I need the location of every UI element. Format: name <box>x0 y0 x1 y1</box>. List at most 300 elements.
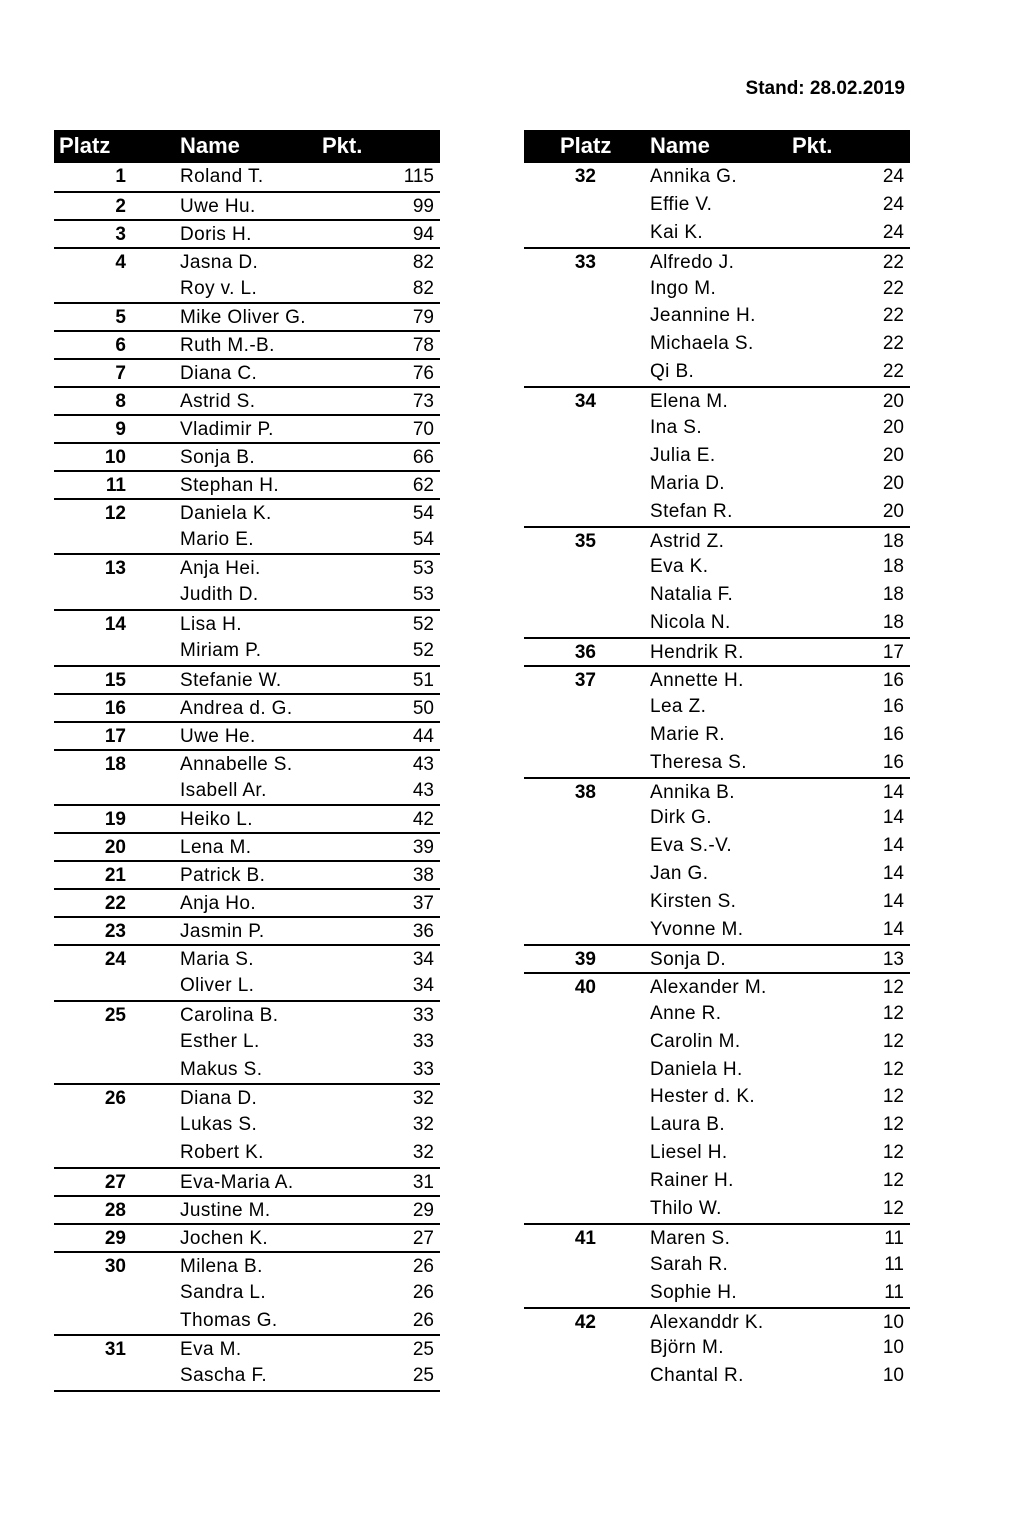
points-cell: 24 <box>882 221 904 243</box>
table-row <box>524 749 910 777</box>
table-row <box>524 1139 910 1167</box>
points-cell: 14 <box>882 919 904 941</box>
table-row <box>54 1056 440 1084</box>
points-cell: 16 <box>882 751 904 773</box>
table-row <box>524 498 910 526</box>
name-cell: Sandra L. <box>180 1281 266 1303</box>
name-cell: Kai K. <box>650 221 704 243</box>
platz-cell: 8 <box>115 391 126 413</box>
name-cell: Maren S. <box>650 1227 731 1249</box>
points-cell: 82 <box>412 277 434 299</box>
platz-cell: 10 <box>104 446 126 468</box>
points-cell: 51 <box>412 670 434 692</box>
table-bottom-rule <box>54 1390 440 1392</box>
name-cell: Stefanie W. <box>180 670 282 692</box>
points-cell: 94 <box>412 223 434 245</box>
table-row <box>524 553 910 581</box>
table-row <box>524 526 910 554</box>
table-row <box>54 1000 440 1028</box>
points-cell: 20 <box>882 500 904 522</box>
table-header <box>524 130 910 163</box>
name-cell: Heiko L. <box>180 809 253 831</box>
points-cell: 78 <box>412 335 434 357</box>
table-row <box>524 191 910 219</box>
name-cell: Robert K. <box>180 1142 264 1164</box>
points-cell: 43 <box>412 753 434 775</box>
table-row <box>54 665 440 693</box>
platz-cell: 5 <box>115 307 126 329</box>
table-row <box>54 553 440 581</box>
points-cell: 11 <box>884 1281 904 1303</box>
name-cell: Patrick B. <box>180 865 266 887</box>
table-row <box>524 330 910 358</box>
platz-cell: 19 <box>104 809 126 831</box>
points-cell: 12 <box>882 1058 904 1080</box>
table-row <box>54 1362 440 1390</box>
points-cell: 25 <box>412 1365 434 1387</box>
name-cell: Ina S. <box>650 417 703 439</box>
points-cell: 22 <box>882 277 904 299</box>
name-cell: Daniela H. <box>650 1058 743 1080</box>
points-cell: 53 <box>412 558 434 580</box>
name-cell: Maria D. <box>650 472 725 494</box>
table-row <box>524 832 910 860</box>
points-cell: 25 <box>412 1339 434 1361</box>
table-row <box>54 581 440 609</box>
table-row <box>54 860 440 888</box>
name-cell: Roland T. <box>180 166 264 187</box>
ranking-table-right <box>524 130 910 1390</box>
table-body <box>524 163 910 1390</box>
table-row <box>54 470 440 498</box>
name-cell: Julia E. <box>650 444 716 466</box>
table-row <box>54 888 440 916</box>
points-cell: 20 <box>882 472 904 494</box>
points-cell: 29 <box>412 1199 434 1221</box>
table-row <box>54 1139 440 1167</box>
points-cell: 16 <box>882 695 904 717</box>
points-cell: 32 <box>412 1142 434 1164</box>
name-cell: Kirsten S. <box>650 891 737 913</box>
platz-cell: 32 <box>574 166 596 187</box>
points-cell: 12 <box>882 1142 904 1164</box>
name-cell: Ingo M. <box>650 277 717 299</box>
table-row <box>54 1334 440 1362</box>
table-row <box>54 414 440 442</box>
name-cell: Jasna D. <box>180 251 259 273</box>
name-cell: Jochen K. <box>180 1227 269 1249</box>
platz-cell: 29 <box>104 1227 126 1249</box>
name-cell: Judith D. <box>180 584 259 606</box>
name-cell: Lea Z. <box>650 695 707 717</box>
table-row <box>524 1083 910 1111</box>
platz-cell: 35 <box>574 530 596 552</box>
name-cell: Anja Hei. <box>180 558 261 580</box>
name-cell: Mario E. <box>180 528 254 550</box>
points-cell: 22 <box>882 361 904 383</box>
points-cell: 22 <box>882 333 904 355</box>
platz-cell: 30 <box>104 1255 126 1277</box>
table-row <box>524 163 910 191</box>
name-cell: Sonja B. <box>180 446 256 468</box>
name-cell: Annika G. <box>650 166 738 187</box>
table-row <box>54 693 440 721</box>
table-row <box>54 749 440 777</box>
table-row <box>524 275 910 303</box>
name-cell: Esther L. <box>180 1030 260 1052</box>
points-cell: 82 <box>412 251 434 273</box>
points-cell: 14 <box>882 891 904 913</box>
table-row <box>524 944 910 972</box>
name-cell: Roy v. L. <box>180 277 258 299</box>
table-row <box>54 302 440 330</box>
table-row <box>54 1028 440 1056</box>
table-row <box>54 1251 440 1279</box>
platz-cell: 33 <box>574 251 596 273</box>
name-cell: Liesel H. <box>650 1142 728 1164</box>
points-cell: 14 <box>882 835 904 857</box>
table-row <box>524 721 910 749</box>
table-row <box>524 1307 910 1335</box>
points-cell: 16 <box>882 670 904 692</box>
table-row <box>54 944 440 972</box>
table-row <box>54 358 440 386</box>
platz-cell: 16 <box>104 697 126 719</box>
points-cell: 32 <box>412 1088 434 1110</box>
table-row <box>54 219 440 247</box>
points-cell: 20 <box>882 444 904 466</box>
platz-cell: 17 <box>104 725 126 747</box>
table-row <box>54 1279 440 1307</box>
ranking-table-left <box>54 130 440 1392</box>
points-cell: 26 <box>412 1255 434 1277</box>
name-cell: Lukas S. <box>180 1114 258 1136</box>
points-cell: 18 <box>882 530 904 552</box>
points-cell: 26 <box>412 1309 434 1331</box>
points-cell: 34 <box>412 974 434 996</box>
name-cell: Eva M. <box>180 1339 242 1361</box>
name-cell: Ruth M.-B. <box>180 335 275 357</box>
points-cell: 20 <box>882 391 904 413</box>
table-row <box>524 637 910 665</box>
name-cell: Eva S.-V. <box>650 835 733 857</box>
name-cell: Astrid Z. <box>650 530 725 552</box>
name-cell: Jasmin P. <box>180 921 265 943</box>
name-cell: Stefan R. <box>650 500 733 522</box>
name-cell: Natalia F. <box>650 584 734 606</box>
points-cell: 14 <box>882 863 904 885</box>
points-cell: 10 <box>882 1365 904 1387</box>
name-cell: Oliver L. <box>180 974 255 996</box>
points-cell: 12 <box>882 1170 904 1192</box>
name-cell: Anne R. <box>650 1002 722 1024</box>
table-row <box>524 1000 910 1028</box>
points-cell: 66 <box>412 446 434 468</box>
platz-cell: 11 <box>105 474 126 496</box>
points-cell: 44 <box>412 725 434 747</box>
name-cell: Alfredo J. <box>650 251 735 273</box>
table-row <box>524 860 910 888</box>
table-row <box>524 219 910 247</box>
table-row <box>54 1083 440 1111</box>
table-row <box>524 888 910 916</box>
name-cell: Maria S. <box>180 948 254 970</box>
platz-cell: 7 <box>115 363 126 385</box>
points-cell: 50 <box>412 697 434 719</box>
points-cell: 34 <box>412 948 434 970</box>
table-row <box>54 330 440 358</box>
name-cell: Rainer H. <box>650 1170 734 1192</box>
name-cell: Annika B. <box>650 781 735 803</box>
points-cell: 76 <box>412 363 434 385</box>
points-cell: 54 <box>412 528 434 550</box>
table-row <box>54 777 440 805</box>
table-row <box>524 1362 910 1390</box>
points-cell: 53 <box>412 584 434 606</box>
name-cell: Daniela K. <box>180 502 272 524</box>
name-cell: Doris H. <box>180 223 252 245</box>
name-cell: Stephan H. <box>180 474 280 496</box>
table-row <box>524 470 910 498</box>
table-row <box>524 247 910 275</box>
platz-cell: 23 <box>104 921 126 943</box>
platz-cell: 6 <box>115 335 126 357</box>
points-cell: 10 <box>882 1337 904 1359</box>
table-row <box>524 916 910 944</box>
platz-cell: 26 <box>104 1088 126 1110</box>
name-cell: Carolina B. <box>180 1004 279 1026</box>
platz-cell: 41 <box>574 1227 596 1249</box>
points-cell: 11 <box>884 1253 904 1275</box>
table-row <box>54 1195 440 1223</box>
table-row <box>54 442 440 470</box>
points-cell: 36 <box>412 921 434 943</box>
name-cell: Björn M. <box>650 1337 724 1359</box>
points-cell: 12 <box>882 1086 904 1108</box>
name-cell: Annabelle S. <box>180 753 293 775</box>
table-row <box>524 302 910 330</box>
name-cell: Diana D. <box>180 1088 258 1110</box>
name-cell: Eva-Maria A. <box>180 1172 294 1194</box>
points-cell: 38 <box>412 865 434 887</box>
table-row <box>54 721 440 749</box>
table-row <box>54 191 440 219</box>
table-row <box>54 1307 440 1335</box>
table-row <box>524 414 910 442</box>
name-cell: Jeannine H. <box>650 305 756 327</box>
points-cell: 26 <box>412 1281 434 1303</box>
name-cell: Diana C. <box>180 363 258 385</box>
points-cell: 79 <box>412 307 434 329</box>
table-row <box>54 916 440 944</box>
name-cell: Effie V. <box>650 193 713 215</box>
table-row <box>54 163 440 191</box>
points-cell: 12 <box>882 976 904 998</box>
platz-cell: 37 <box>574 670 596 692</box>
platz-cell: 4 <box>115 251 126 273</box>
table-row <box>54 247 440 275</box>
header-name: Name <box>650 133 710 158</box>
points-cell: 11 <box>884 1227 904 1249</box>
table-row <box>54 1223 440 1251</box>
table-row <box>524 581 910 609</box>
name-cell: Anja Ho. <box>180 893 257 915</box>
points-cell: 16 <box>882 723 904 745</box>
name-cell: Makus S. <box>180 1058 263 1080</box>
table-row <box>54 498 440 526</box>
platz-cell: 39 <box>574 948 596 970</box>
platz-cell: 28 <box>104 1199 126 1221</box>
table-row <box>54 832 440 860</box>
table-row <box>524 609 910 637</box>
name-cell: Michaela S. <box>650 333 754 355</box>
name-cell: Sascha F. <box>180 1365 268 1387</box>
platz-cell: 2 <box>115 195 126 217</box>
name-cell: Elena M. <box>650 391 729 413</box>
platz-cell: 18 <box>104 753 126 775</box>
points-cell: 12 <box>882 1002 904 1024</box>
points-cell: 18 <box>882 556 904 578</box>
points-cell: 37 <box>412 893 434 915</box>
points-cell: 13 <box>882 948 904 970</box>
platz-cell: 9 <box>115 419 126 441</box>
table-row <box>524 1111 910 1139</box>
table-row <box>524 1195 910 1223</box>
name-cell: Yvonne M. <box>650 919 744 941</box>
table-row <box>54 386 440 414</box>
name-cell: Astrid S. <box>180 391 256 413</box>
platz-cell: 15 <box>104 670 126 692</box>
name-cell: Chantal R. <box>650 1365 744 1387</box>
table-row <box>524 1334 910 1362</box>
platz-cell: 25 <box>104 1004 126 1026</box>
table-row <box>54 1167 440 1195</box>
name-cell: Hendrik R. <box>650 642 744 664</box>
name-cell: Mike Oliver G. <box>180 307 306 329</box>
name-cell: Uwe Hu. <box>180 195 256 217</box>
platz-cell: 13 <box>104 558 126 580</box>
points-cell: 17 <box>882 642 904 664</box>
platz-cell: 38 <box>574 781 596 803</box>
points-cell: 73 <box>412 391 434 413</box>
name-cell: Jan G. <box>650 863 709 885</box>
platz-cell: 20 <box>104 837 126 859</box>
points-cell: 14 <box>882 807 904 829</box>
points-cell: 33 <box>412 1004 434 1026</box>
table-row <box>524 972 910 1000</box>
name-cell: Vladimir P. <box>180 419 274 441</box>
table-row <box>524 1279 910 1307</box>
table-row <box>524 1223 910 1251</box>
table-row <box>524 804 910 832</box>
points-cell: 24 <box>882 193 904 215</box>
table-row <box>524 386 910 414</box>
name-cell: Alexanddr K. <box>650 1311 764 1333</box>
table-row <box>54 275 440 303</box>
points-cell: 27 <box>412 1227 434 1249</box>
stand-date: Stand: 28.02.2019 <box>745 78 905 99</box>
points-cell: 10 <box>882 1311 904 1333</box>
platz-cell: 22 <box>104 893 126 915</box>
platz-cell: 1 <box>115 166 126 187</box>
name-cell: Annette H. <box>650 670 744 692</box>
table-row <box>54 972 440 1000</box>
header-pkt: Pkt. <box>322 133 363 158</box>
table-row <box>54 637 440 665</box>
points-cell: 20 <box>882 417 904 439</box>
points-cell: 54 <box>412 502 434 524</box>
platz-cell: 12 <box>104 502 126 524</box>
points-cell: 32 <box>412 1114 434 1136</box>
table-row <box>524 442 910 470</box>
table-row <box>54 1111 440 1139</box>
name-cell: Dirk G. <box>650 807 712 829</box>
points-cell: 99 <box>412 195 434 217</box>
points-cell: 12 <box>882 1197 904 1219</box>
name-cell: Lena M. <box>180 837 252 859</box>
name-cell: Uwe He. <box>180 725 256 747</box>
platz-cell: 40 <box>574 976 596 998</box>
platz-cell: 3 <box>115 223 126 245</box>
header-pkt: Pkt. <box>792 133 833 158</box>
platz-cell: 27 <box>104 1172 126 1194</box>
table-row <box>524 665 910 693</box>
platz-cell: 31 <box>104 1339 126 1361</box>
points-cell: 115 <box>403 166 434 187</box>
table-row <box>54 526 440 554</box>
name-cell: Miriam P. <box>180 640 262 662</box>
name-cell: Thomas G. <box>180 1309 278 1331</box>
points-cell: 22 <box>882 305 904 327</box>
points-cell: 24 <box>882 166 904 187</box>
table-row <box>524 1056 910 1084</box>
points-cell: 70 <box>412 419 434 441</box>
name-cell: Laura B. <box>650 1114 726 1136</box>
points-cell: 39 <box>412 837 434 859</box>
name-cell: Lisa H. <box>180 614 242 636</box>
points-cell: 14 <box>882 781 904 803</box>
platz-cell: 14 <box>104 614 126 636</box>
name-cell: Justine M. <box>180 1199 271 1221</box>
name-cell: Andrea d. G. <box>180 697 293 719</box>
header-platz: Platz <box>59 133 111 158</box>
points-cell: 18 <box>882 612 904 634</box>
name-cell: Eva K. <box>650 556 709 578</box>
points-cell: 33 <box>412 1030 434 1052</box>
name-cell: Qi B. <box>650 361 695 383</box>
name-cell: Milena B. <box>180 1255 263 1277</box>
points-cell: 42 <box>412 809 434 831</box>
table-row <box>524 358 910 386</box>
name-cell: Theresa S. <box>650 751 747 773</box>
points-cell: 33 <box>412 1058 434 1080</box>
table-row <box>524 1028 910 1056</box>
name-cell: Marie R. <box>650 723 725 745</box>
name-cell: Alexander M. <box>650 976 767 998</box>
points-cell: 18 <box>882 584 904 606</box>
points-cell: 52 <box>412 614 434 636</box>
table-row <box>524 777 910 805</box>
table-body <box>54 163 440 1390</box>
platz-cell: 21 <box>104 865 126 887</box>
name-cell: Hester d. K. <box>650 1086 756 1108</box>
points-cell: 31 <box>412 1172 434 1194</box>
table-row <box>54 609 440 637</box>
name-cell: Nicola N. <box>650 612 731 634</box>
platz-cell: 36 <box>574 642 596 664</box>
table-row <box>524 1167 910 1195</box>
platz-cell: 24 <box>104 948 126 970</box>
